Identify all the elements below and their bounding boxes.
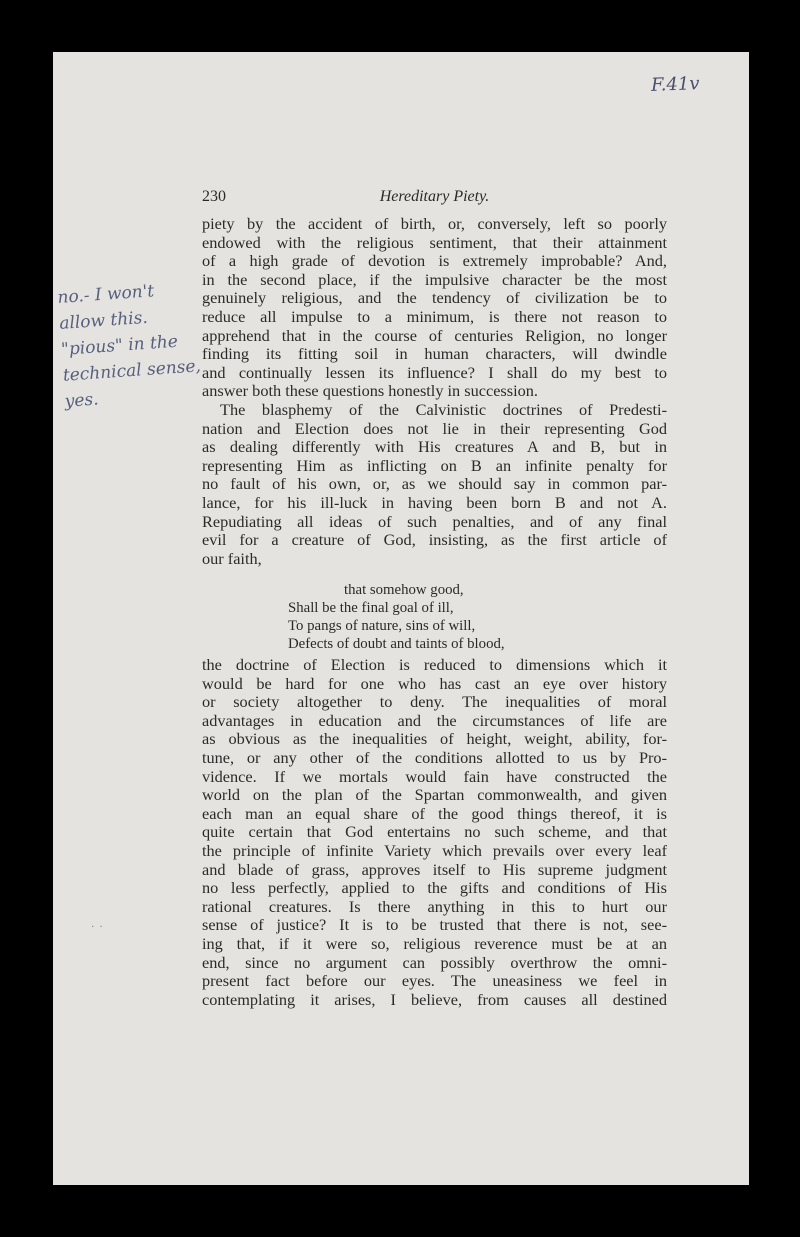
running-title: Hereditary Piety. [379, 188, 490, 205]
text-line: ing that, if it were so, religious reverence must be at an [202, 934, 667, 953]
text-line: Repudiating all ideas of such penalties, and of any final [202, 512, 667, 531]
text-line: present fact before our eyes. The uneasiness we feel in [202, 972, 667, 991]
text-line: piety by the accident of birth, or, conversely, left so poorly [202, 215, 667, 233]
text-line: reduce all impulse to a minimum, is there not reason to [202, 307, 667, 326]
text-line: no less perfectly, applied to the gifts and conditions of His [202, 879, 667, 898]
text-line: contemplating it arises, I believe, from causes all destined [202, 990, 667, 1009]
margin-note-line: no.- I won't [56, 281, 155, 308]
text-line: or society altogether to deny. The inequalities of moral [202, 693, 667, 712]
text-line: as obvious as the inequalities of height, weight, ability, for- [202, 730, 667, 749]
text-line: quite certain that God entertains no such scheme, and that [202, 823, 667, 842]
text-line: apprehend that in the course of centuries Religion, no longer [202, 326, 667, 345]
folio-mark: F.41v [650, 73, 700, 96]
margin-note-line: technical sense, [62, 356, 202, 386]
margin-note-line: yes. [64, 389, 100, 412]
handwritten-margin-note [57, 275, 206, 414]
page-number: 230 [202, 188, 226, 205]
margin-note-line: "pious" in the [60, 331, 179, 360]
text-line: the principle of infinite Variety which prevails over every leaf [202, 841, 667, 860]
text-line: genuinely religious, and the tendency of civilization be to [202, 289, 667, 308]
paragraph-3 [202, 656, 667, 1009]
text-line: representing Him as inflicting on B an infinite penalty for [202, 456, 667, 475]
text-line: and continually lessen its influence? I shall do my best to [202, 363, 667, 382]
text-line: world on the plan of the Spartan commonwealth, and given [202, 786, 667, 805]
poem-line: Shall be the final goal of ill, [288, 600, 454, 616]
text-line: sense of justice? It is to be trusted that there is not, see- [202, 916, 667, 935]
book-page [53, 52, 749, 1185]
text-line: as dealing differently with His creatures A and B, but in [202, 438, 667, 457]
text-line: advantages in education and the circumstances of life are [202, 711, 667, 730]
text-line: end, since no argument can possibly overthrow the omni- [202, 953, 667, 972]
poem-line: Defects of doubt and taints of blood, [288, 636, 505, 652]
paragraph-1 [202, 215, 667, 401]
text-line: the doctrine of Election is reduced to dimensions which it [202, 656, 667, 674]
text-line: in the second place, if the impulsive character be the most [202, 270, 667, 289]
margin-note-line: allow this. [58, 307, 149, 334]
text-line: vidence. If we mortals would fain have constructed the [202, 767, 667, 786]
text-line: and blade of grass, approves itself to His supreme judgment [202, 860, 667, 879]
text-line: would be hard for one who has cast an eye over history [202, 674, 667, 693]
paragraph-2 [202, 401, 667, 568]
text-line: tune, or any other of the conditions allotted to us by Pro- [202, 748, 667, 767]
text-line: rational creatures. Is there anything in this to hurt our [202, 897, 667, 916]
poem-line: To pangs of nature, sins of will, [288, 618, 476, 634]
text-line: no fault of his own, or, as we should say in common par- [202, 475, 667, 494]
text-line: lance, for his ill-luck in having been born B and not A. [202, 493, 667, 512]
paper-specks: · · [91, 922, 103, 933]
text-line: evil for a creature of God, insisting, as the first article of [202, 531, 667, 550]
text-line: finding its fitting soil in human characters, will dwindle [202, 345, 667, 364]
text-line: endowed with the religious sentiment, that their attainment [202, 233, 667, 252]
text-line: each man an equal share of the good things thereof, it is [202, 804, 667, 823]
text-line: The blasphemy of the Calvinistic doctrines of Predesti- [220, 401, 667, 419]
text-line: our faith, [202, 549, 262, 568]
poem-line: that somehow good, [344, 582, 464, 598]
text-line: nation and Election does not lie in their representing God [202, 419, 667, 438]
page-header [202, 188, 667, 210]
text-line: answer both these questions honestly in succession. [202, 382, 538, 401]
text-line: of a high grade of devotion is extremely improbable? And, [202, 252, 667, 271]
